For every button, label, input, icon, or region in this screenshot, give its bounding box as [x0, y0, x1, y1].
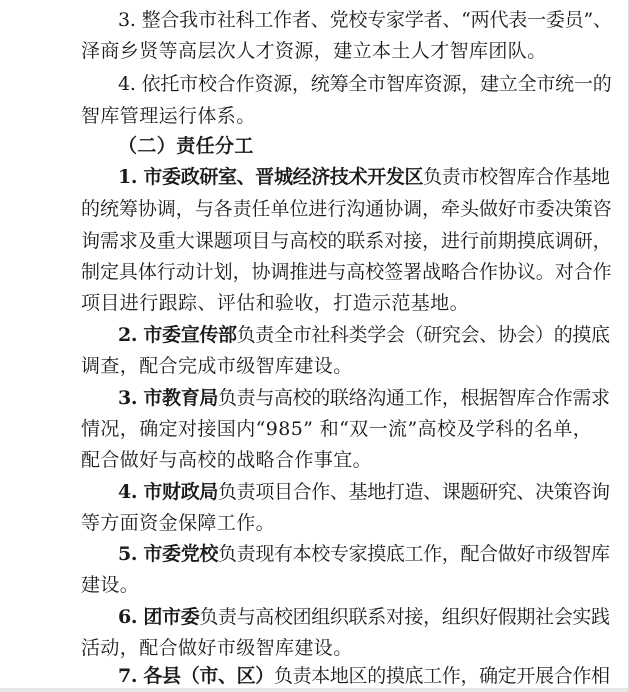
resp5-text: 负责现有本校专家摸底工作，配合做好市级智库 [218, 543, 610, 565]
resp1-line3: 询需求及重大课题项目与高校的联系对接，进行前期摸底调研， [81, 230, 612, 252]
resp6-text: 负责与高校团组织联系对接，组织好假期社会实践 [199, 606, 610, 628]
resp1-lead: 1. 市委政研室、晋城经济技术开发区 [118, 166, 424, 188]
resp7-lead: 7. 各县（市、区） [118, 665, 274, 687]
resp1-text: 负责市校智库合作基地 [423, 166, 610, 188]
resp3-line2: 情况，确定对接国内“985” 和“双一流”高校及学科的名单， [81, 418, 593, 440]
resp3-line3: 配合做好与高校的战略合作事宜。 [81, 449, 373, 471]
resp2-line2: 调查，配合完成市级智库建设。 [81, 355, 353, 377]
item4-line1: 4. 依托市校合作资源，统筹全市智库资源，建立全市统一的 [118, 73, 612, 95]
resp4-first-line [118, 481, 610, 503]
item3-line2: 泽商乡贤等高层次人才资源，建立本土人才智库团队。 [81, 40, 547, 62]
item4-line2: 智库管理运行体系。 [81, 105, 256, 127]
resp4-line2: 等方面资金保障工作。 [81, 512, 276, 534]
resp4-lead: 4. 市财政局 [118, 481, 219, 503]
resp3-first-line [118, 387, 610, 409]
resp1-line2: 的统筹协调，与各责任单位进行沟通协调，牵头做好市委决策咨 [81, 198, 612, 220]
resp3-text: 负责与高校的联络沟通工作，根据智库合作需求 [218, 387, 610, 409]
item3-line1: 3. 整合我市社科工作者、党校专家学者、“两代表一委员”、 [118, 9, 612, 31]
resp2-lead: 2. 市委宣传部 [118, 324, 237, 346]
resp5-first-line [118, 543, 610, 565]
resp5-line2: 建设。 [81, 574, 140, 596]
resp3-lead: 3. 市教育局 [118, 387, 219, 409]
resp6-first-line [118, 606, 610, 628]
resp6-line2: 活动，配合做好市级智库建设。 [81, 637, 353, 659]
resp7-first-line [118, 665, 610, 687]
resp1-line4: 制定具体行动计划，协调推进与高校签署战略合作协议。对合作 [81, 261, 612, 283]
resp2-first-line [118, 324, 610, 346]
resp5-lead: 5. 市委党校 [118, 543, 219, 565]
section-heading: （二）责任分工 [118, 135, 254, 157]
resp4-text: 负责项目合作、基地打造、课题研究、决策咨询 [218, 481, 610, 503]
resp6-lead: 6. 团市委 [118, 606, 200, 628]
resp1-line5: 项目进行跟踪、评估和验收，打造示范基地。 [81, 292, 470, 314]
resp7-text: 负责本地区的摸底工作，确定开展合作相 [273, 665, 610, 687]
resp2-text: 负责全市社科类学会（研究会、协会）的摸底 [236, 324, 610, 346]
resp1-first-line [118, 166, 610, 188]
